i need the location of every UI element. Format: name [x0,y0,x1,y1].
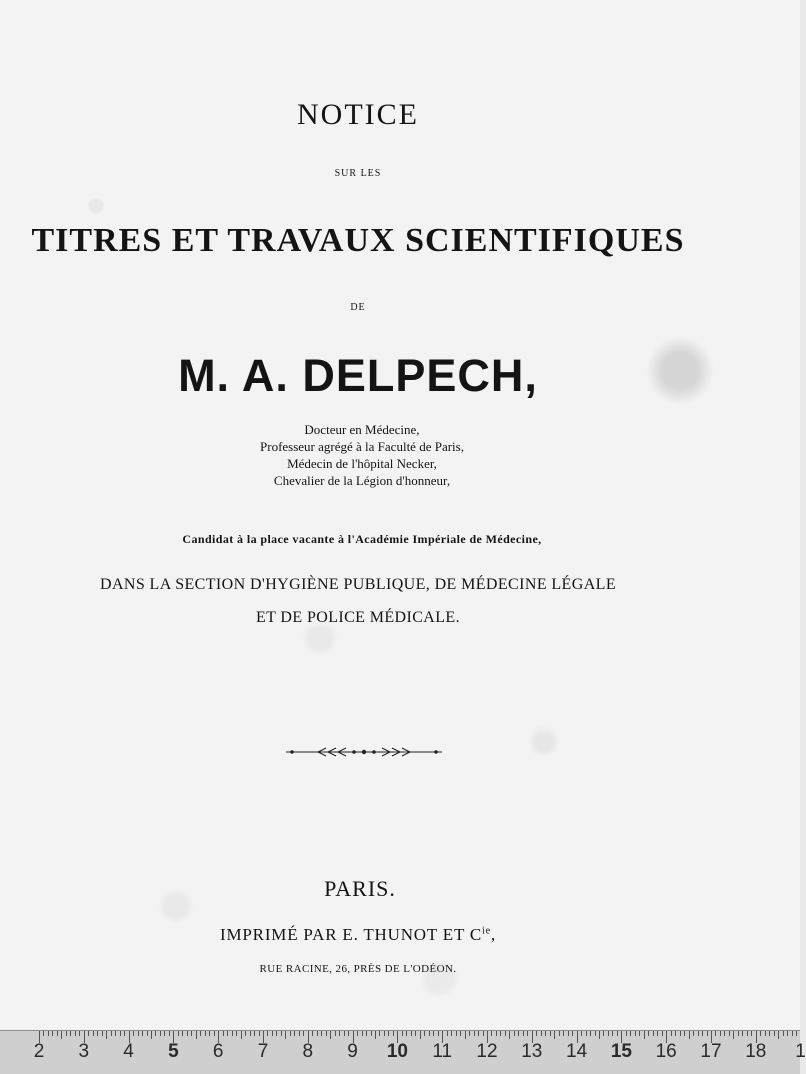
ruler-minor-tick [617,1031,618,1036]
author-title: Médecin de l'hôpital Necker, [287,456,437,471]
ruler-minor-tick [254,1031,255,1036]
ruler-minor-tick [164,1031,165,1036]
ruler-minor-tick [451,1031,452,1036]
ruler-minor-tick [223,1031,224,1036]
ruler-minor-tick [496,1031,497,1036]
ruler-minor-tick [357,1031,358,1036]
ruler-minor-tick [272,1031,273,1036]
section-line-1: DANS LA SECTION D'HYGIÈNE PUBLIQUE, DE MÉDECINE LÉGALE [100,576,616,593]
ruler-minor-tick [294,1031,295,1036]
ruler-minor-tick [66,1031,67,1036]
ruler-minor-tick [630,1031,631,1036]
ruler-minor-tick [241,1031,242,1039]
ruler-minor-tick [474,1031,475,1036]
ruler-minor-tick [169,1031,170,1036]
ruler-number: 11 [432,1041,453,1062]
ruler-minor-tick [371,1031,372,1036]
ruler-minor-tick [196,1031,197,1039]
ruler-minor-tick [608,1031,609,1036]
ruler-number: 15 [610,1041,632,1062]
author-name: M. A. DELPECH, [178,350,538,401]
ruler-minor-tick [438,1031,439,1036]
ruler-minor-tick [191,1031,192,1036]
ruler-number: 17 [700,1041,722,1062]
ruler-minor-tick [491,1031,492,1036]
ruler-number: 8 [302,1041,314,1062]
ruler-minor-tick [603,1031,604,1036]
ruler-number: 14 [566,1041,588,1062]
ruler-number: 5 [168,1041,179,1062]
ruler-minor-tick [281,1031,282,1036]
ruler-minor-tick [469,1031,470,1036]
address-line: RUE RACINE, 26, PRÈS DE L'ODÉON. [259,963,457,975]
ruler-minor-tick [115,1031,116,1036]
ruler-number: 7 [257,1041,269,1062]
ruler-minor-tick [160,1031,161,1036]
ruler-minor-tick [465,1031,466,1039]
ruler-minor-tick [541,1031,542,1036]
ruler-minor-tick [778,1031,779,1039]
ruler-minor-tick [707,1031,708,1036]
ruler-minor-tick [339,1031,340,1036]
ruler-minor-tick [384,1031,385,1036]
ruler-minor-tick [563,1031,564,1036]
ruler-minor-tick [43,1031,44,1036]
ruler-number: 12 [476,1041,498,1062]
measurement-ruler [0,1030,806,1074]
ruler-minor-tick [178,1031,179,1036]
de-text: DE [350,302,366,313]
ruler-minor-tick [648,1031,649,1036]
ruler-minor-tick [733,1031,734,1039]
ruler-minor-tick [680,1031,681,1036]
ruler-minor-tick [626,1031,627,1036]
ruler-minor-tick [424,1031,425,1036]
ruler-minor-tick [259,1031,260,1036]
ruler-minor-tick [111,1031,112,1036]
ruler-minor-tick [330,1031,331,1039]
ruler-minor-tick [375,1031,376,1039]
ruler-minor-tick [366,1031,367,1036]
author-title: Professeur agrégé à la Faculté de Paris, [260,439,464,454]
ruler-number: 10 [386,1041,408,1062]
ruler-minor-tick [250,1031,251,1036]
ruler-minor-tick [572,1031,573,1036]
ruler-minor-tick [792,1031,793,1036]
ruler-minor-tick [662,1031,663,1036]
ruler-number: 2 [33,1041,45,1062]
printer-name: IMPRIMÉ PAR E. THUNOT ET C [220,925,483,944]
ruler-minor-tick [379,1031,380,1036]
ruler-minor-tick [765,1031,766,1036]
ornament-divider [284,744,444,760]
ruler-number: 13 [521,1041,543,1062]
ruler-minor-tick [138,1031,139,1036]
author-title: Chevalier de la Légion d'honneur, [273,473,451,488]
ruler-minor-tick [393,1031,394,1036]
ruler-minor-tick [612,1031,613,1036]
ruler-minor-tick [796,1031,797,1036]
ruler-minor-tick [523,1031,524,1036]
ruler-minor-tick [326,1031,327,1036]
ruler-minor-tick [644,1031,645,1039]
ruler-minor-tick [742,1031,743,1036]
ruler-minor-tick [147,1031,148,1036]
ruler-minor-tick [684,1031,685,1036]
ruler-minor-tick [93,1031,94,1036]
ruler-minor-tick [200,1031,201,1036]
ruler-minor-tick [75,1031,76,1036]
ruler-minor-tick [478,1031,479,1036]
ruler-minor-tick [460,1031,461,1036]
sur-les-text: SUR LES [334,168,382,179]
ruler-minor-tick [155,1031,156,1036]
ruler-number: 9 [347,1041,358,1062]
ruler-minor-tick [545,1031,546,1036]
ruler-minor-tick [317,1031,318,1036]
ruler-minor-tick [698,1031,699,1036]
ruler-minor-tick [245,1031,246,1036]
ruler-minor-tick [335,1031,336,1036]
ruler-minor-tick [783,1031,784,1036]
ruler-minor-tick [500,1031,501,1036]
ruler-minor-tick [344,1031,345,1036]
ruler-minor-tick [106,1031,107,1039]
ruler-minor-tick [599,1031,600,1039]
candidacy-line: Candidat à la place vacante à l'Académie Impériale de Médecine, [182,532,542,546]
ruler-minor-tick [747,1031,748,1036]
ruler-minor-tick [209,1031,210,1036]
ruler-number: 16 [655,1041,677,1062]
ruler-minor-tick [693,1031,694,1036]
ruler-minor-tick [635,1031,636,1036]
printer-suffix: , [490,925,496,944]
ruler-minor-tick [715,1031,716,1036]
ruler-minor-tick [456,1031,457,1036]
ruler-minor-tick [70,1031,71,1036]
ruler-number: 18 [745,1041,767,1062]
ruler-minor-tick [312,1031,313,1036]
ruler-minor-tick [550,1031,551,1036]
ruler-minor-tick [411,1031,412,1036]
ruler-minor-tick [88,1031,89,1036]
titres-heading: TITRES ET TRAVAUX SCIENTIFIQUES [31,222,685,259]
ruler-minor-tick [433,1031,434,1036]
city-name: PARIS. [324,876,396,901]
ruler-minor-tick [299,1031,300,1036]
ruler-minor-tick [509,1031,510,1039]
ruler-minor-tick [483,1031,484,1036]
ruler-minor-tick [738,1031,739,1036]
section-line-2: ET DE POLICE MÉDICALE. [255,609,461,626]
ruler-minor-tick [505,1031,506,1036]
ruler-minor-tick [182,1031,183,1036]
ruler-minor-tick [402,1031,403,1036]
ruler-minor-tick [595,1031,596,1036]
ruler-minor-tick [415,1031,416,1036]
ruler-minor-tick [724,1031,725,1036]
ruler-minor-tick [214,1031,215,1036]
ruler-minor-tick [671,1031,672,1036]
ruler-minor-tick [559,1031,560,1036]
ruler-minor-tick [769,1031,770,1036]
ruler-minor-tick [689,1031,690,1039]
ruler-minor-tick [429,1031,430,1036]
ruler-minor-tick [514,1031,515,1036]
ruler-minor-tick [586,1031,587,1036]
ruler-minor-tick [61,1031,62,1039]
ruler-minor-tick [48,1031,49,1036]
ruler-minor-tick [639,1031,640,1036]
ruler-minor-tick [447,1031,448,1036]
ruler-minor-tick [774,1031,775,1036]
ruler-minor-tick [151,1031,152,1039]
ruler-minor-tick [120,1031,121,1036]
ruler-minor-tick [420,1031,421,1039]
ruler-minor-tick [362,1031,363,1036]
ruler-minor-tick [536,1031,537,1036]
ruler-minor-tick [388,1031,389,1036]
ruler-minor-tick [290,1031,291,1036]
ruler-minor-tick [187,1031,188,1036]
ruler-minor-tick [657,1031,658,1036]
ruler-minor-tick [675,1031,676,1036]
ruler-minor-tick [227,1031,228,1036]
printer-superscript: ie [482,925,491,937]
ruler-minor-tick [303,1031,304,1036]
ruler-minor-tick [124,1031,125,1036]
ruler-minor-tick [276,1031,277,1036]
ruler-minor-tick [653,1031,654,1036]
ruler-minor-tick [554,1031,555,1039]
ruler-minor-tick [142,1031,143,1036]
ruler-number: 3 [78,1041,90,1062]
author-title: Docteur en Médecine, [304,422,420,437]
printer-line [0,925,758,945]
ruler-minor-tick [702,1031,703,1036]
ruler-minor-tick [52,1031,53,1036]
ruler-minor-tick [729,1031,730,1036]
ruler-number: 4 [123,1041,134,1062]
ruler-minor-tick [236,1031,237,1036]
ruler-minor-tick [267,1031,268,1036]
ruler-minor-tick [406,1031,407,1036]
ruler-minor-tick [205,1031,206,1036]
ruler-minor-tick [527,1031,528,1036]
ruler-number: 1 [795,1041,806,1062]
ruler-minor-tick [348,1031,349,1036]
ruler-minor-tick [787,1031,788,1036]
ruler-minor-tick [79,1031,80,1036]
ruler-minor-tick [97,1031,98,1036]
ruler-minor-tick [720,1031,721,1036]
ruler-number: 6 [212,1041,224,1062]
ruler-minor-tick [751,1031,752,1036]
ruler-minor-tick [568,1031,569,1036]
ruler-minor-tick [232,1031,233,1036]
ruler-minor-tick [133,1031,134,1036]
ruler-minor-tick [102,1031,103,1036]
ruler-minor-tick [590,1031,591,1036]
ruler-minor-tick [581,1031,582,1036]
notice-heading: NOTICE [297,98,419,131]
ruler-minor-tick [285,1031,286,1039]
ruler-minor-tick [518,1031,519,1036]
ruler-minor-tick [760,1031,761,1036]
ruler-minor-tick [321,1031,322,1036]
ruler-minor-tick [57,1031,58,1036]
